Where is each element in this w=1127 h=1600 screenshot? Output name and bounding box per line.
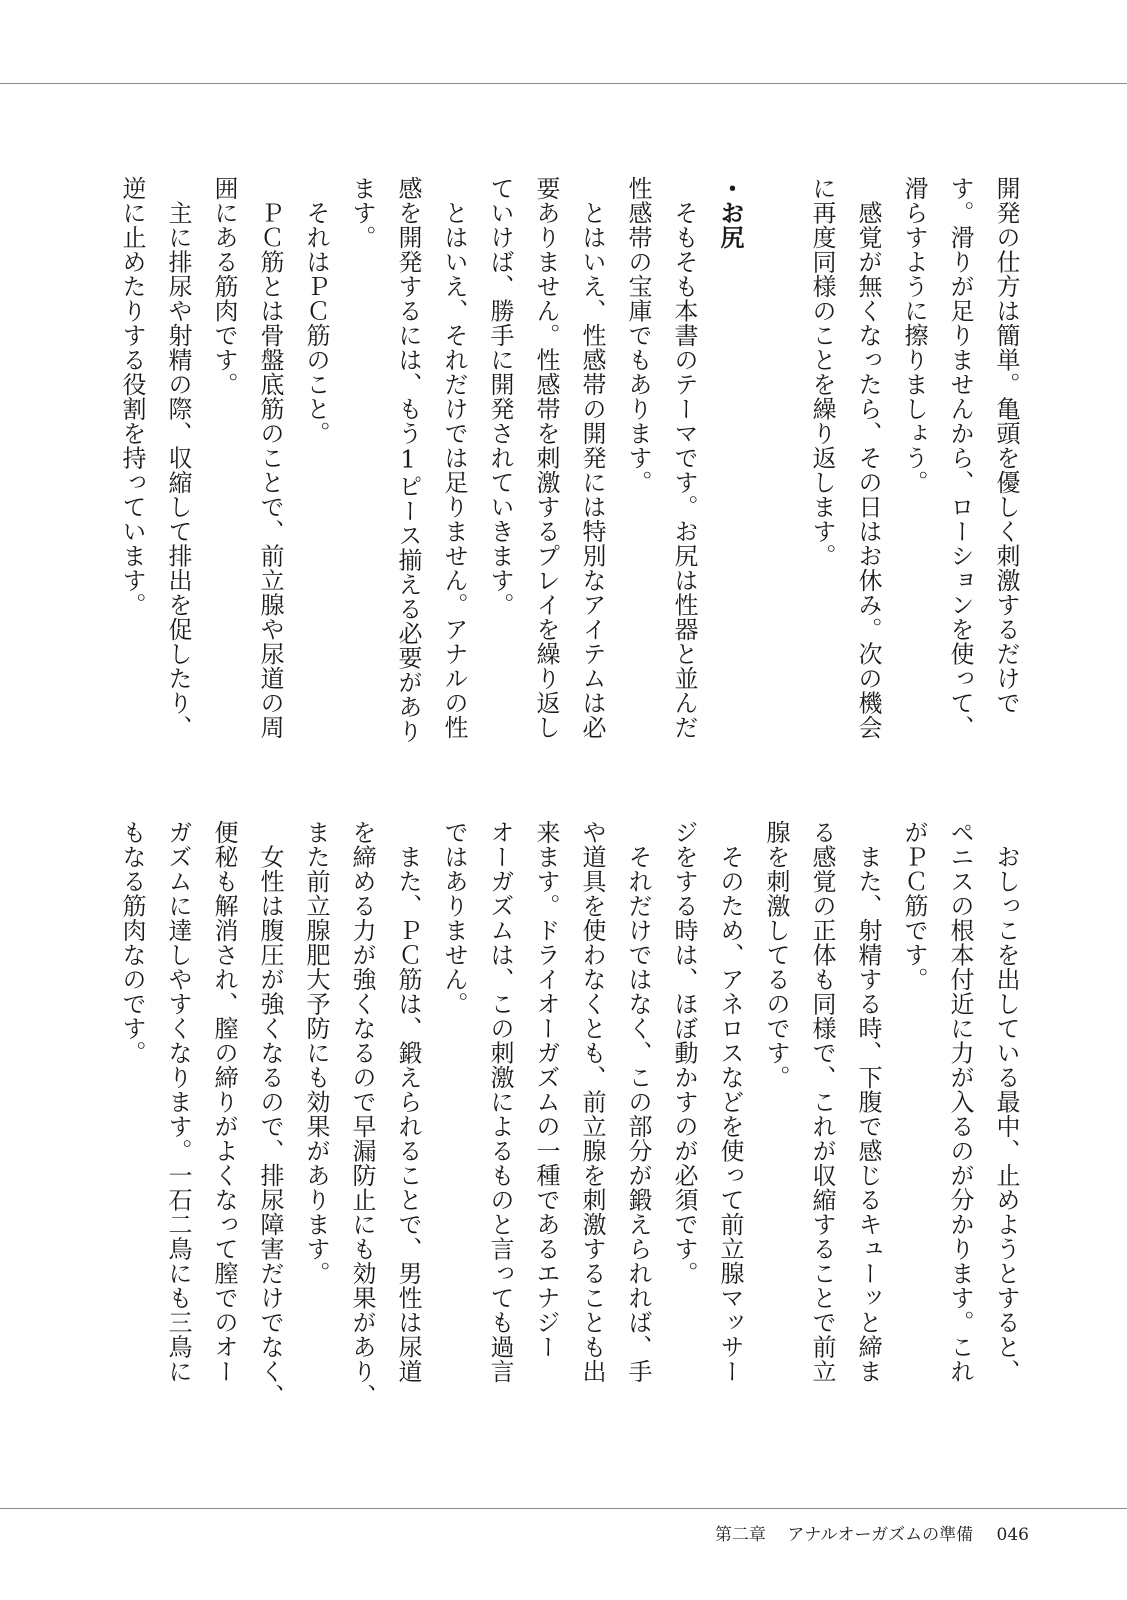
text-column: 感覚が無くなったら、その日はお休み。次の機会 [854,176,882,740]
page-footer [715,1520,1029,1545]
text-column: 滑らすように擦りましょう。 [900,176,928,495]
section-heading: ・お尻 [716,176,745,250]
text-column: 腺を刺激してるのです。 [762,820,790,1090]
chapter-title: アナルオーガズムの準備 [787,1525,974,1545]
text-column: とはいえ、それだけでは足りません。アナルの性 [440,176,468,740]
text-column: 性感帯の宝庫でもあります。 [624,176,652,495]
text-column: 女性は腹圧が強くなるので、排尿障害だけでなく、 [256,820,284,1408]
text-column: 便秘も解消され、膣の締りがよくなって膣でのオー [210,820,238,1384]
text-column: 逆に止めたりする役割を持っています。 [118,176,146,617]
upper-text-block [109,176,1029,766]
text-column: また前立腺肥大予防にも効果があります。 [302,820,330,1286]
lower-text-block [109,820,1029,1480]
page-number: 046 [996,1525,1029,1545]
text-column: また、ＰＣ筋は、鍛えられることで、男性は尿道 [394,820,422,1384]
blank-column [753,176,799,766]
text-column: 感を開発するには、もう1ピース揃える必要があり [394,176,422,744]
text-column: ではありません。 [440,820,468,1016]
text-column: がＰＣ筋です。 [900,820,928,992]
text-column: ペニスの根本付近に力が入るのが分かります。これ [946,820,974,1384]
chapter-label: 第二章 [714,1525,766,1545]
text-column: ガズムに達しやすくなります。一石二鳥にも三鳥に [164,820,192,1384]
text-column: や道具を使わなくとも、前立腺を刺激することも出 [578,820,606,1384]
text-column: を締める力が強くなるので早漏防止にも効果があり、 [348,820,376,1408]
text-column: それだけではなく、この部分が鍛えられれば、手 [624,820,652,1384]
top-rule [0,83,1127,84]
text-column: 来ます。ドライオーガズムの一種であるエナジー [532,820,560,1359]
text-column: そのため、アネロスなどを使って前立腺マッサー [716,820,744,1384]
text-column: ます。 [348,176,376,250]
text-column: 囲にある筋肉です。 [210,176,238,397]
text-column: る感覚の正体も同様で、これが収縮することで前立 [808,820,836,1384]
text-column: また、射精する時、下腹で感じるキューッと締ま [854,820,882,1384]
text-column: とはいえ、性感帯の開発には特別なアイテムは必 [578,176,606,740]
text-column: それはＰＣ筋のこと。 [302,176,330,446]
text-column: オーガズムは、この刺激によるものと言っても過言 [486,820,514,1384]
text-column: に再度同様のことを繰り返します。 [808,176,836,568]
text-column: おしっこを出している最中、止めようとすると、 [992,820,1020,1384]
text-column: 要ありません。性感帯を刺激するプレイを繰り返し [532,176,560,740]
text-column: そもそも本書のテーマです。お尻は性器と並んだ [670,176,698,740]
text-column: ＰＣ筋とは骨盤底筋のことで、前立腺や尿道の周 [256,176,284,740]
bottom-rule [0,1508,1127,1509]
text-column: す。滑りが足りませんから、ローションを使って、 [946,176,974,740]
text-column: 開発の仕方は簡単。亀頭を優しく刺激するだけで [992,176,1020,715]
text-column: もなる筋肉なのです。 [118,820,146,1065]
text-column: 主に排尿や射精の際、収縮して排出を促したり、 [164,176,192,740]
text-column: ジをする時は、ほぼ動かすのが必須です。 [670,820,698,1286]
text-column: ていけば、勝手に開発されていきます。 [486,176,514,617]
